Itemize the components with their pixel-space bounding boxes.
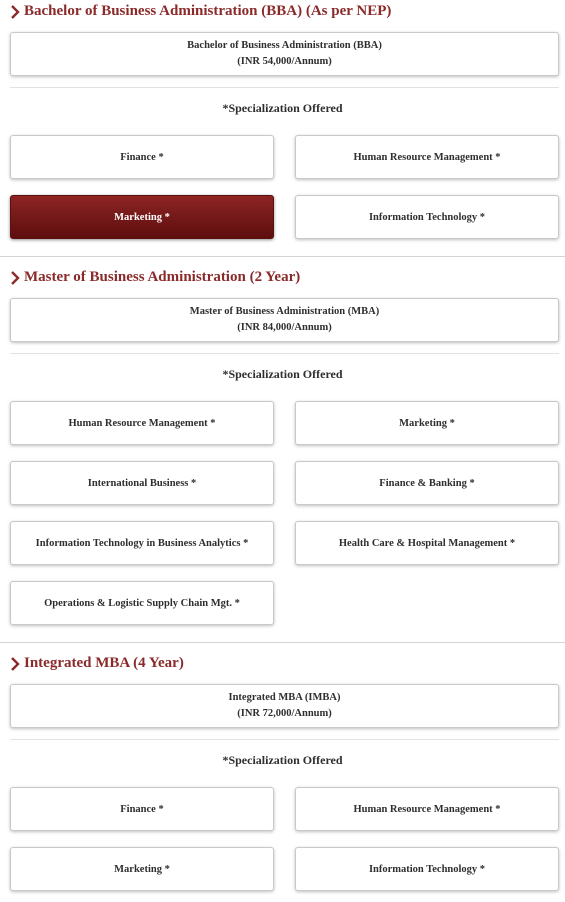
imba-spec-marketing-button[interactable]: Marketing * — [10, 847, 274, 891]
bba-spec-label: *Specialization Offered — [222, 101, 343, 115]
section-divider — [0, 256, 565, 257]
imba-spec-it-button[interactable]: Information Technology * — [295, 847, 559, 891]
imba-program-fee: (INR 72,000/Annum) — [237, 708, 332, 719]
imba-section-title — [10, 655, 184, 672]
divider — [10, 87, 559, 88]
imba-spec-label: *Specialization Offered — [222, 753, 343, 767]
mba-spec-it-business-analytics-button[interactable]: Information Technology in Business Analytics * — [10, 521, 274, 565]
divider — [10, 739, 559, 740]
bba-title-text: Bachelor of Business Administration (BBA) (As per NEP) — [24, 3, 392, 19]
imba-program-card — [10, 684, 559, 728]
imba-spec-hr-button[interactable]: Human Resource Management * — [295, 787, 559, 831]
bba-spec-finance-button[interactable]: Finance * — [10, 135, 274, 179]
imba-title-text: Integrated MBA (4 Year) — [24, 655, 184, 671]
mba-spec-health-care-button[interactable]: Health Care & Hospital Management * — [295, 521, 559, 565]
bba-program-fee: (INR 54,000/Annum) — [237, 56, 332, 67]
mba-program-name: Master of Business Administration (MBA) — [189, 306, 380, 317]
mba-program-fee: (INR 84,000/Annum) — [237, 322, 332, 333]
mba-spec-hr-button[interactable]: Human Resource Management * — [10, 401, 274, 445]
mba-program-card — [10, 298, 559, 342]
chevron-right-icon — [10, 271, 21, 285]
mba-section-title — [10, 269, 300, 286]
mba-spec-label: *Specialization Offered — [222, 367, 343, 381]
imba-spec-finance-button[interactable]: Finance * — [10, 787, 274, 831]
section-divider — [0, 642, 565, 643]
divider — [10, 353, 559, 354]
mba-spec-finance-banking-button[interactable]: Finance & Banking * — [295, 461, 559, 505]
imba-program-name: Integrated MBA (IMBA) — [228, 692, 341, 703]
bba-spec-hr-button[interactable]: Human Resource Management * — [295, 135, 559, 179]
chevron-right-icon — [10, 5, 21, 19]
bba-spec-marketing-button[interactable]: Marketing * — [10, 195, 274, 239]
bba-section-title — [10, 3, 391, 20]
mba-spec-marketing-button[interactable]: Marketing * — [295, 401, 559, 445]
mba-title-text: Master of Business Administration (2 Year) — [24, 269, 301, 285]
mba-spec-international-business-button[interactable]: International Business * — [10, 461, 274, 505]
bba-program-card — [10, 32, 559, 76]
bba-spec-it-button[interactable]: Information Technology * — [295, 195, 559, 239]
bba-program-name: Bachelor of Business Administration (BBA) — [187, 40, 382, 51]
mba-spec-operations-logistics-button[interactable]: Operations & Logistic Supply Chain Mgt. * — [10, 581, 274, 625]
chevron-right-icon — [10, 657, 21, 671]
